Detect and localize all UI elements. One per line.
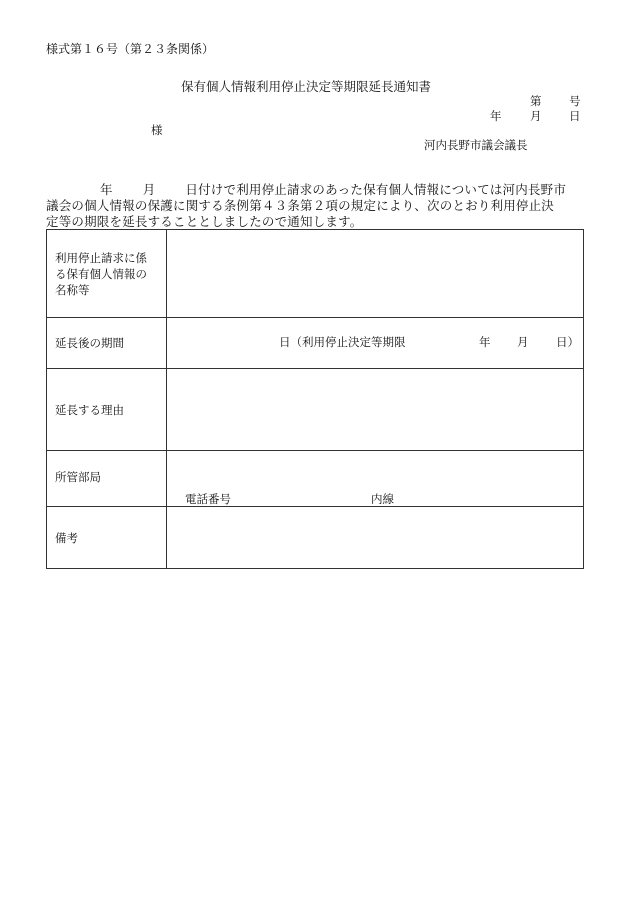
date-month: 月 (530, 109, 542, 123)
intro-line-2: 議会の個人情報の保護に関する条例第４３条第２項の規定により、次のとおり利用停止決 (46, 198, 555, 213)
label-extended-period: 延長後の期間 (47, 318, 167, 369)
date-year: 年 (490, 109, 502, 123)
value-reason (167, 369, 584, 451)
issuer-name: 河内長野市議会議長 (424, 138, 528, 152)
row-request-name (47, 230, 584, 318)
period-month: 月 (517, 335, 529, 349)
period-day-close: 日） (556, 335, 579, 349)
label-request-name-line: 利用停止請求に係 (55, 251, 147, 265)
value-remarks (167, 507, 584, 569)
label-reason: 延長する理由 (47, 369, 167, 451)
phone-number-label: 電話番号 (185, 492, 231, 506)
extension-label: 内線 (371, 492, 394, 506)
intro-line-1 (46, 182, 586, 198)
label-remarks: 備考 (47, 507, 167, 569)
row-reason (47, 369, 584, 451)
addressee-suffix: 様 (151, 123, 163, 137)
extension-form-table (46, 229, 584, 569)
label-request-name-line: る保有個人情報の (55, 267, 147, 281)
row-department (47, 451, 584, 507)
date-day: 日 (569, 109, 581, 123)
period-day-open: 日（利用停止決定等期限 (279, 335, 406, 349)
row-remarks (47, 507, 584, 569)
intro-line-1-text: 日付けで利用停止請求のあった保有個人情報については河内長野市 (185, 182, 567, 197)
doc-number-dai: 第 (530, 94, 542, 108)
label-request-name-line: 名称等 (55, 283, 90, 297)
row-extended-period (47, 318, 584, 369)
period-year: 年 (479, 335, 491, 349)
value-department (167, 451, 584, 507)
label-department: 所管部局 (47, 451, 167, 507)
value-extended-period (167, 318, 584, 369)
doc-number-go: 号 (569, 94, 581, 108)
intro-month: 月 (142, 182, 156, 197)
intro-line-3: 定等の期限を延長することとしましたので通知します。 (46, 214, 363, 229)
document-title: 保有個人情報利用停止決定等期限延長通知書 (181, 79, 432, 94)
label-request-name (47, 230, 167, 318)
form-number: 様式第１６号（第２３条関係） (46, 42, 215, 56)
value-request-name (167, 230, 584, 318)
intro-paragraph (46, 182, 586, 230)
intro-year: 年 (100, 182, 113, 197)
